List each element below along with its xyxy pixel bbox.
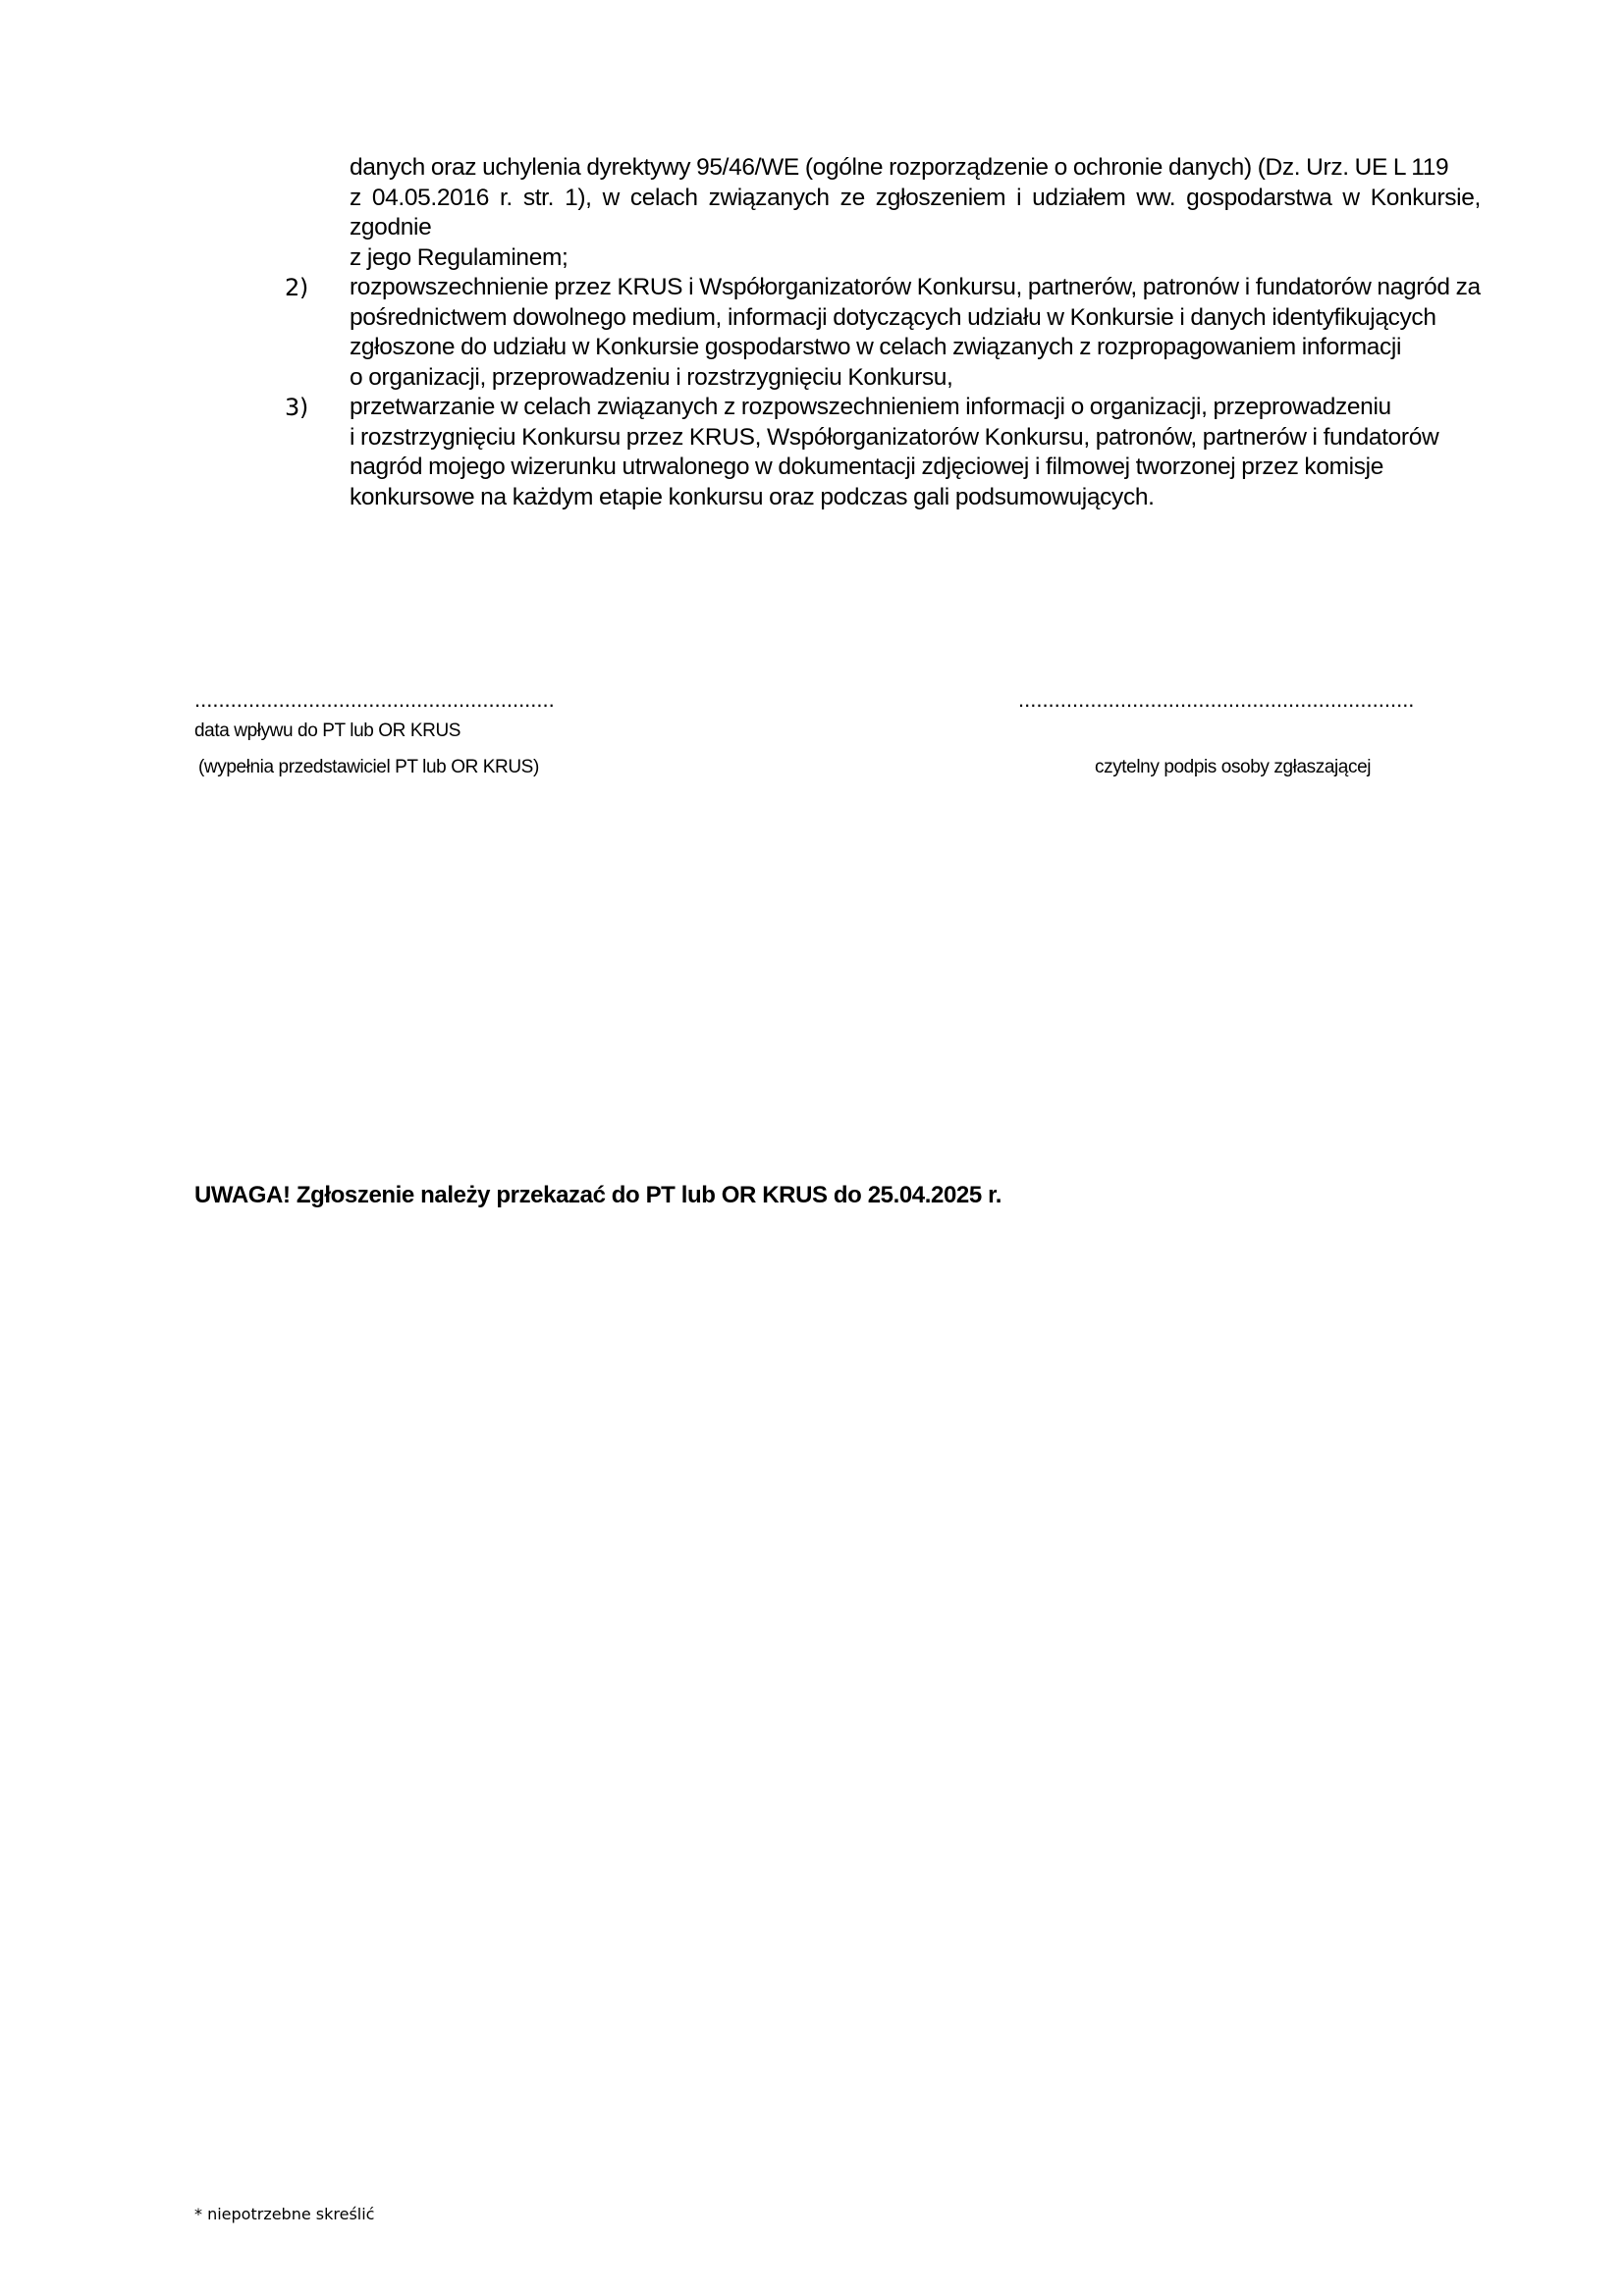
consent-item-number: 2) [285, 274, 308, 301]
consent-item-line: konkursowe na każdym etapie konkursu oraz podczas gali podsumowujących. [350, 483, 1155, 510]
consent-item-line: o organizacji, przeprowadzeniu i rozstrzygnięciu Konkursu, [350, 363, 953, 391]
receipt-date-note: (wypełnia przedstawiciel PT lub OR KRUS) [198, 757, 539, 777]
consent-item-line: danych oraz uchylenia dyrektywy 95/46/WE (ogólne rozporządzenie o ochronie danych) (Dz. Urz. UE L 119 [350, 154, 1449, 181]
consent-item-line: rozpowszechnienie przez KRUS i Współorganizatorów Konkursu, partnerów, patronów i fundatorów nagród za [350, 274, 1481, 300]
deadline-notice: UWAGA! Zgłoszenie należy przekazać do PT lub OR KRUS do 25.04.2025 r. [194, 1182, 1001, 1208]
consent-item-line: przetwarzanie w celach związanych z rozpowszechnieniem informacji o organizacji, przeprowadzeniu [350, 394, 1391, 420]
consent-item-line: i rozstrzygnięciu Konkursu przez KRUS, Współorganizatorów Konkursu, patronów, partnerów i fundatorów [350, 423, 1439, 451]
consent-item-3 [285, 393, 1481, 512]
consent-item-line: nagród mojego wizerunku utrwalonego w dokumentacji zdjęciowej i filmowej tworzonej przez komisje [350, 454, 1384, 480]
consent-item-line: z jego Regulaminem; [350, 243, 568, 271]
consent-item-line: zgłoszone do udziału w Konkursie gospodarstwo w celach związanych z rozpropagowaniem informacji [350, 334, 1402, 360]
signature-label: czytelny podpis osoby zgłaszającej [1095, 757, 1372, 777]
consent-item-number: 3) [285, 394, 308, 421]
footnote: * niepotrzebne skreślić [194, 2205, 375, 2223]
consent-item-line: z 04.05.2016 r. str. 1), w celach związanych ze zgłoszeniem i udziałem ww. gospodarstwa w Konkursie, zgodnie [350, 184, 1481, 240]
receipt-date-label: data wpływu do PT lub OR KRUS [194, 721, 461, 741]
consent-item-2 [285, 273, 1481, 393]
consent-item-1-continued [285, 153, 1481, 273]
receipt-date-field[interactable]: ............................................................ [194, 687, 555, 712]
consent-list [285, 153, 1481, 512]
signature-field[interactable]: .................................................................. [1018, 687, 1415, 712]
consent-item-line: pośrednictwem dowolnego medium, informacji dotyczących udziału w Konkursie i danych identyfikujących [350, 303, 1436, 331]
